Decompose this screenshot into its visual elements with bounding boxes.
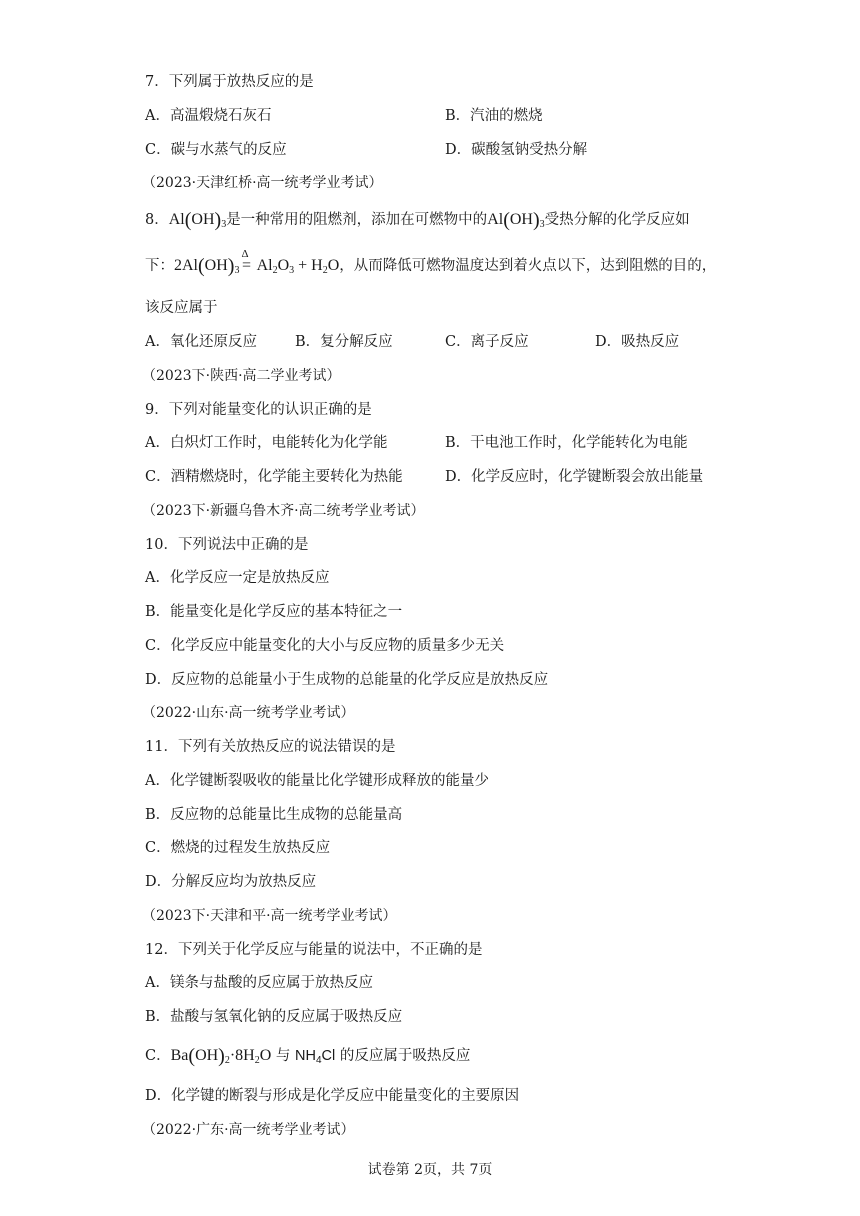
question-8-option-a: A．氧化还原反应	[145, 334, 257, 350]
formula-baoh2-8h2o: $Ba(OH)_2\cdot 8H_2O$	[170, 1045, 272, 1067]
page-footer: 试卷第 2页，共 7页	[367, 1162, 493, 1178]
question-8-stem-line3: 该反应属于	[145, 300, 218, 316]
reaction-equation: $2Al(OH)_3$ Δ = $Al_2O_3 + H_2O$	[174, 248, 340, 277]
question-11-source: （2023下·天津和平·高一统考学业考试）	[142, 908, 397, 924]
question-7-option-c: C．碳与水蒸气的反应	[145, 142, 287, 158]
question-12-option-d: D．化学键的断裂与形成是化学反应中能量变化的主要原因	[145, 1088, 520, 1104]
question-11-stem: 11．下列有关放热反应的说法错误的是	[145, 739, 396, 755]
question-7-option-d: D．碳酸氢钠受热分解	[445, 142, 588, 158]
question-10-stem: 10．下列说法中正确的是	[145, 537, 309, 553]
question-8-source: （2023下·陕西·高二学业考试）	[142, 368, 341, 384]
question-10-source: （2022·山东·高一统考学业考试）	[142, 705, 355, 721]
question-12-stem: 12．下列关于化学反应与能量的说法中，不正确的是	[145, 942, 483, 958]
question-9-option-b: B．干电池工作时，化学能转化为电能	[445, 435, 688, 451]
question-12-source: （2022·广东·高一统考学业考试）	[142, 1122, 355, 1138]
question-12-option-b: B．盐酸与氢氧化钠的反应属于吸热反应	[145, 1009, 403, 1025]
question-8-option-b: B．复分解反应	[295, 334, 393, 350]
question-10-option-b: B．能量变化是化学反应的基本特征之一	[145, 604, 403, 620]
question-11-option-c: C．燃烧的过程发生放热反应	[145, 840, 331, 856]
question-8-stem-line2: 下：$2Al(OH)_3$ Δ = $Al_2O_3 + H_2O$，从而降低可燃物温度达到着火点以下，达到阻燃的目的，	[145, 248, 717, 277]
question-11-option-a: A．化学键断裂吸收的能量比化学键形成释放的能量少	[145, 773, 489, 789]
question-7-stem: 7．下列属于放热反应的是	[145, 74, 314, 90]
question-8-number: 8．	[145, 212, 169, 228]
question-11-option-d: D．分解反应均为放热反应	[145, 874, 317, 890]
question-8-option-d: D．吸热反应	[595, 334, 680, 350]
formula-aloh3-2: $Al(OH)_3$	[487, 209, 545, 231]
question-12-option-c: C．$Ba(OH)_2\cdot 8H_2O$ 与 $NH_4Cl$ 的反应属于吸热反应	[145, 1045, 471, 1067]
question-9-option-c: C．酒精燃烧时，化学能主要转化为热能	[145, 469, 403, 485]
question-9-option-d: D．化学反应时，化学键断裂会放出能量	[445, 469, 704, 485]
formula-nh4cl: $NH_4Cl$	[295, 1048, 336, 1066]
question-7-source: （2023·天津红桥·高一统考学业考试）	[142, 175, 383, 191]
question-8-stem-line1: 8．$Al(OH)_3$是一种常用的阻燃剂，添加在可燃物中的$Al(OH)_3$受热分解的化学反应如	[145, 209, 690, 231]
question-9-stem: 9．下列对能量变化的认识正确的是	[145, 402, 372, 418]
question-11-option-b: B．反应物的总能量比生成物的总能量高	[145, 807, 403, 823]
question-7-option-b: B．汽油的燃烧	[445, 108, 543, 124]
question-9-option-a: A．白炽灯工作时，电能转化为化学能	[145, 435, 388, 451]
question-7-option-a: A．高温煅烧石灰石	[145, 108, 272, 124]
question-8-option-c: C．离子反应	[445, 334, 529, 350]
question-10-option-a: A．化学反应一定是放热反应	[145, 570, 330, 586]
formula-aloh3: $Al(OH)_3$	[168, 209, 227, 231]
question-10-option-d: D．反应物的总能量小于生成物的总能量的化学反应是放热反应	[145, 672, 549, 688]
question-9-source: （2023下·新疆乌鲁木齐·高二统考学业考试）	[142, 503, 425, 519]
question-10-option-c: C．化学反应中能量变化的大小与反应物的质量多少无关	[145, 638, 505, 654]
heat-arrow: Δ =	[241, 248, 251, 274]
question-12-option-a: A．镁条与盐酸的反应属于放热反应	[145, 975, 373, 991]
